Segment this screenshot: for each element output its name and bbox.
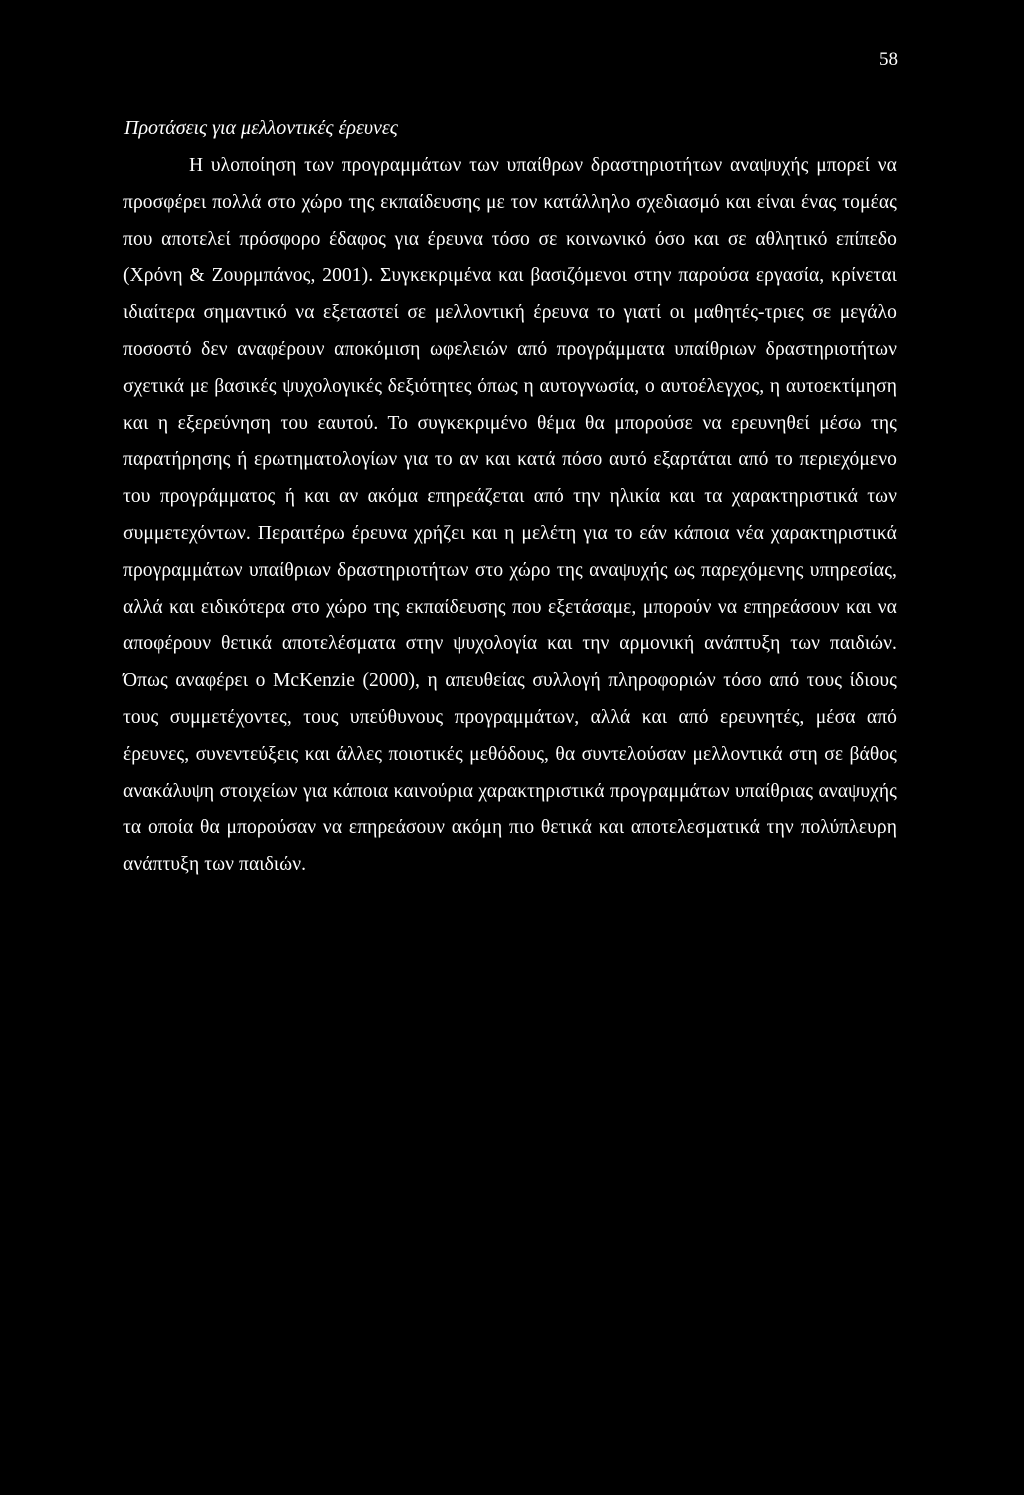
section-heading: Προτάσεις για μελλοντικές έρευνες: [124, 117, 398, 139]
page-number: 58: [879, 49, 898, 70]
body-paragraph: Η υλοποίηση των προγραμμάτων των υπαίθρων δραστηριοτήτων αναψυχής μπορεί να προσφέρει πολλά στο χώρο της εκπαίδευσης με τον κατάλληλο σχεδιασμό και είναι ένας τομέας που αποτελεί πρόσφορο έδαφος για έρευνα τόσο σε κοινωνικό όσο και σε αθλητικό επίπεδο (Χρόνη & Ζουρμπάνος, 2001). Συγκεκριμένα και βασιζόμενοι στην παρούσα εργασία, κρίνεται ιδιαίτερα σημαντικό να εξεταστεί σε μελλοντική έρευνα το γιατί οι μαθητές-τριες σε μεγάλο ποσοστό δεν αναφέρουν αποκόμιση ωφελειών από προγράμματα υπαίθριων δραστηριοτήτων σχετικά με βασικές ψυχολογικές δεξιότητες όπως η αυτογνωσία, ο αυτοέλεγχος, η αυτοεκτίμηση και η εξερεύνηση του εαυτού. Το συγκεκριμένο θέμα θα μπορούσε να ερευνηθεί μέσω της παρατήρησης ή ερωτηματολογίων για το αν και κατά πόσο αυτό εξαρτάται από το περιεχόμενο του προγράμματος ή και αν ακόμα επηρεάζεται από την ηλικία και τα χαρακτηριστικά των συμμετεχόντων. Περαιτέρω έρευνα χρήζει και η μελέτη για το εάν κάποια νέα χαρακτηριστικά προγραμμάτων υπαίθριων δραστηριοτήτων στο χώρο της αναψυχής ως παρεχόμενης υπηρεσίας, αλλά και ειδικότερα στο χώρο της εκπαίδευσης που εξετάσαμε, μπορούν να επηρεάσουν και να αποφέρουν θετικά αποτελέσματα στην ψυχολογία και την αρμονική ανάπτυξη των παιδιών. Όπως αναφέρει ο McKenzie (2000), η απευθείας συλλογή πληροφοριών τόσο από τους ίδιους τους συμμετέχοντες, τους υπεύθυνους προγραμμάτων, αλλά και από ερευνητές, μέσα από έρευνες, συνεντεύξεις και άλλες ποιοτικές μεθόδους, θα συντελούσαν μελλοντικά στη σε βάθος ανακάλυψη στοιχείων για κάποια καινούρια χαρακτηριστικά προγραμμάτων υπαίθριας αναψυχής τα οποία θα μπορούσαν να επηρεάσουν ακόμη πιο θετικά και αποτελεσματικά την πολύπλευρη ανάπτυξη των παιδιών.: [123, 155, 897, 876]
